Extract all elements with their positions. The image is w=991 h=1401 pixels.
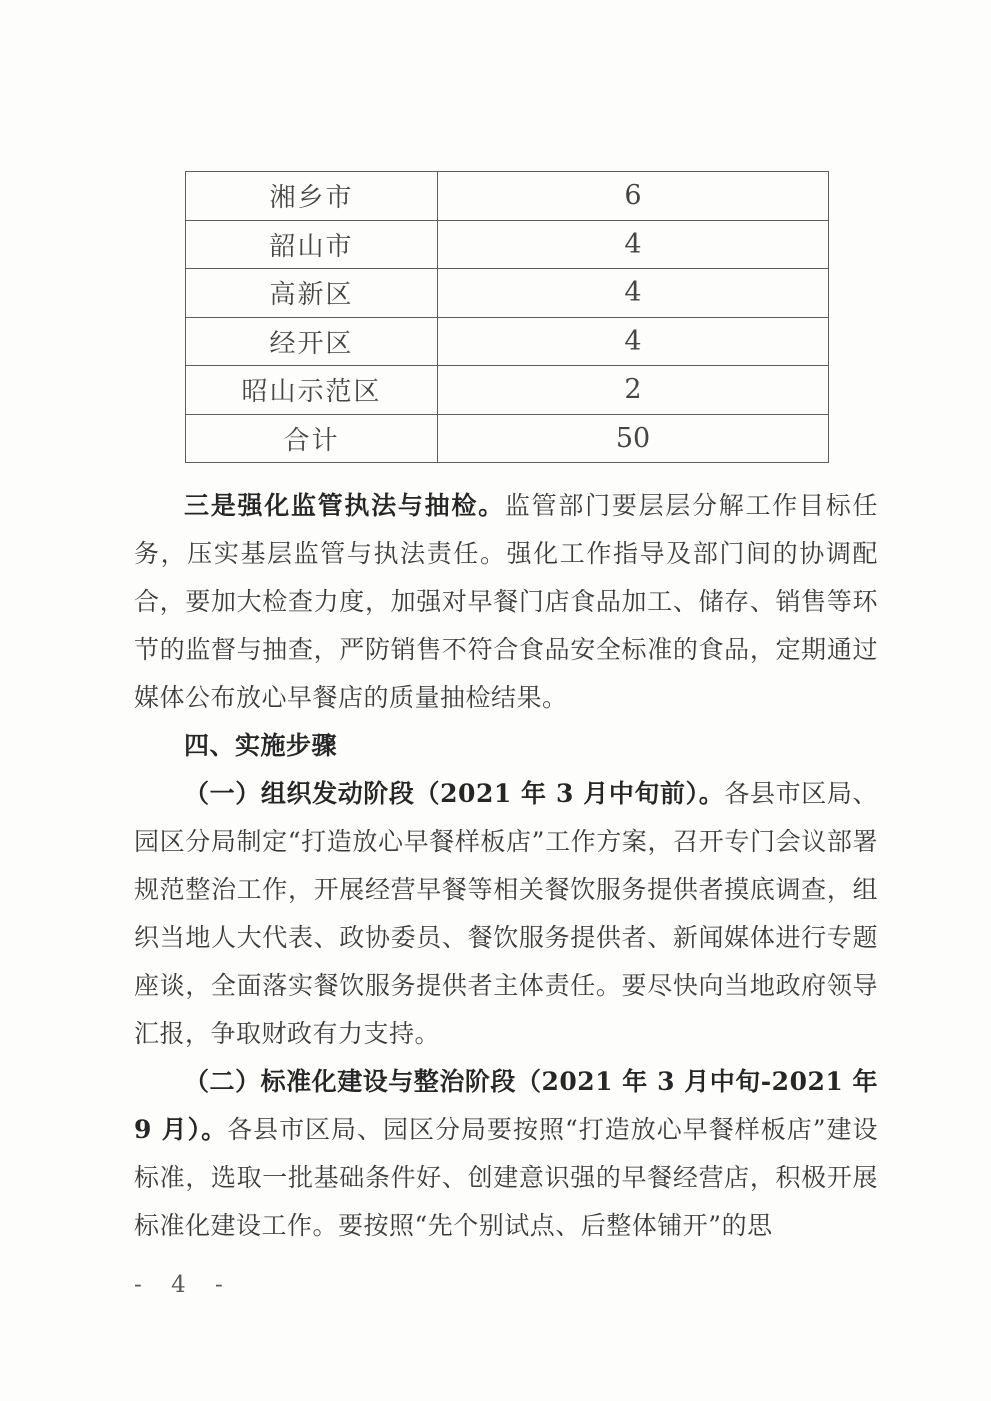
- region-cell: 昭山示范区: [186, 366, 438, 415]
- paragraph-stage-two: [134, 1058, 878, 1250]
- section-heading: 四、实施步骤: [184, 731, 338, 760]
- count-cell: 4: [438, 317, 829, 366]
- region-cell: 高新区: [186, 269, 438, 318]
- table-row: [186, 269, 829, 318]
- document-body: [134, 482, 878, 1250]
- page-number: - 4 -: [134, 1272, 234, 1298]
- paragraph-text: 监管部门要层层分解工作目标任务，压实基层监管与执法责任。强化工作指导及部门间的协调配合，要加大检查力度，加强对早餐门店食品加工、储存、销售等环节的监督与抽查，严防销售不符合食品安全标准的食品，定期通过媒体公布放心早餐店的质量抽检结果。: [134, 491, 878, 712]
- paragraph-lead: 三是强化监管执法与抽检。: [184, 491, 505, 520]
- count-cell: 6: [438, 172, 829, 221]
- table-row: [186, 366, 829, 415]
- paragraph-stage-one: [134, 770, 878, 1058]
- paragraph-lead: （二）标准化建设与整治阶段（2021 年 3 月中旬-2021 年 9 月）。: [134, 1067, 878, 1144]
- quota-table: [185, 171, 829, 463]
- region-cell: 经开区: [186, 317, 438, 366]
- count-cell: 4: [438, 269, 829, 318]
- count-cell: 2: [438, 366, 829, 415]
- paragraph-text: 各县市区局、园区分局制定“打造放心早餐样板店”工作方案，召开专门会议部署规范整治工作，开展经营早餐等相关餐饮服务提供者摸底调查，组织当地人大代表、政协委员、餐饮服务提供者、新闻媒体进行专题座谈，全面落实餐饮服务提供者主体责任。要尽快向当地政府领导汇报，争取财政有力支持。: [134, 779, 878, 1048]
- table-row: [186, 414, 829, 463]
- paragraph-text: 各县市区局、园区分局要按照“打造放心早餐样板店”建设标准，选取一批基础条件好、创建意识强的早餐经营店，积极开展标准化建设工作。要按照“先个别试点、后整体铺开”的思: [134, 1115, 878, 1240]
- paragraph-lead: （一）组织发动阶段（2021 年 3 月中旬前）。: [184, 779, 725, 808]
- table-row: [186, 220, 829, 269]
- paragraph-supervision: [134, 482, 878, 722]
- table-row: [186, 172, 829, 221]
- region-cell: 湘乡市: [186, 172, 438, 221]
- count-cell: 4: [438, 220, 829, 269]
- region-cell: 合计: [186, 414, 438, 463]
- table-row: [186, 317, 829, 366]
- region-cell: 韶山市: [186, 220, 438, 269]
- count-cell: 50: [438, 414, 829, 463]
